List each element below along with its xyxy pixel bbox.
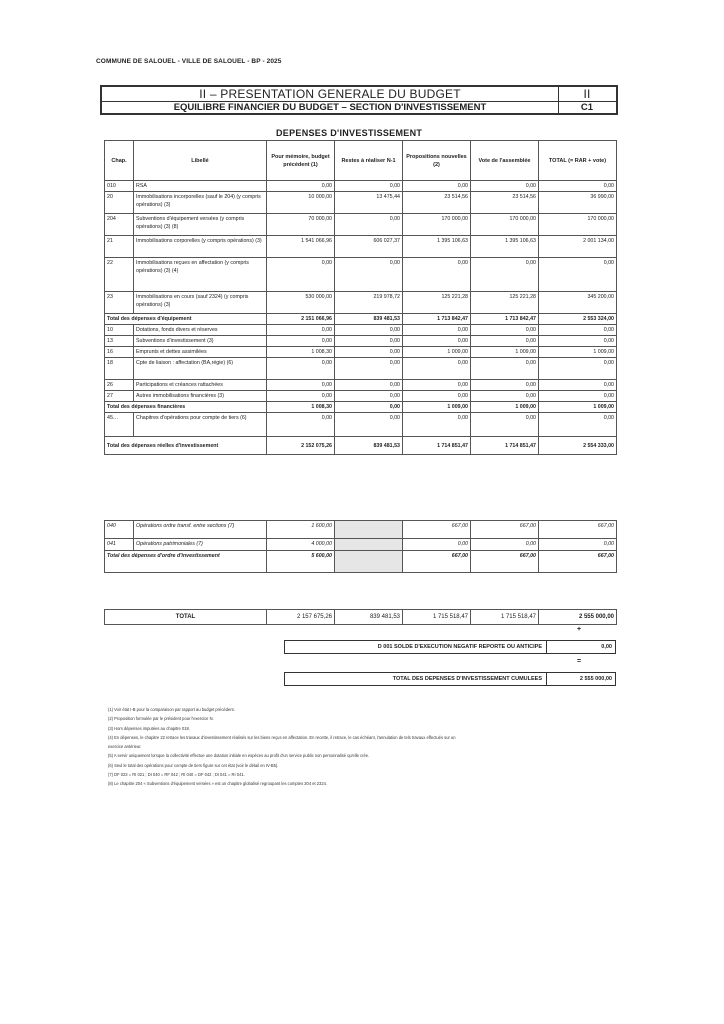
cell-vote: 23 514,56 <box>471 192 539 214</box>
cell-total: 667,00 <box>539 521 617 539</box>
col-header-rar: Restes à réaliser N-1 <box>335 141 403 181</box>
total-label: Total des dépenses d'équipement <box>105 314 267 325</box>
cell-chap: 204 <box>105 214 134 236</box>
grand-total-rar: 839 481,53 <box>335 610 403 625</box>
cell-total: 0,00 <box>539 258 617 292</box>
grand-total-memoire: 2 157 675,26 <box>267 610 335 625</box>
footnote: (2) Proposition formulée par le président pour l'exercice N. <box>108 716 214 722</box>
grand-total-vote: 1 715 518,47 <box>471 610 539 625</box>
cell-libelle: Subventions d'équipement versées (y compris opérations) (3) (8) <box>134 214 267 236</box>
cell-prop: 0,00 <box>403 325 471 336</box>
cell-prop: 1 395 106,63 <box>403 236 471 258</box>
table-row <box>105 391 617 402</box>
cell-prop: 23 514,56 <box>403 192 471 214</box>
cell-vote: 667,00 <box>471 521 539 539</box>
cell-libelle: Immobilisations reçues en affectation (y compris opérations) (3) (4) <box>134 258 267 292</box>
total-vote: 1 713 842,47 <box>471 314 539 325</box>
cell-memoire: 530 000,00 <box>267 292 335 314</box>
table-row <box>105 358 617 380</box>
total-rar: 0,00 <box>335 402 403 413</box>
cell-total: 0,00 <box>539 539 617 551</box>
cell-vote: 0,00 <box>471 391 539 402</box>
total-label: Total des dépenses d'ordre d'investissement <box>105 551 267 573</box>
cell-vote: 1 395 106,63 <box>471 236 539 258</box>
cell-libelle: Immobilisations en cours (sauf 2324) (y compris opérations) (3) <box>134 292 267 314</box>
footnotes <box>108 705 618 789</box>
footnote: (6) Seul le total des opérations pour compte de tiers figure sur cet état (voir le détail en IV-B5). <box>108 762 279 768</box>
cumul-value: 2 555 000,00 <box>579 676 612 682</box>
cell-prop: 0,00 <box>403 380 471 391</box>
grand-total-total: 2 555 000,00 <box>539 610 617 625</box>
cell-rar: 606 027,37 <box>335 236 403 258</box>
plus-sign: + <box>577 626 582 633</box>
table-row <box>105 292 617 314</box>
cell-chap: 18 <box>105 358 134 380</box>
cell-libelle: Participations et créances rattachées <box>134 380 267 391</box>
cell-prop: 170 000,00 <box>403 214 471 236</box>
cell-chap: 16 <box>105 347 134 358</box>
footnote: (5) A servir uniquement lorsque la collectivité effectue une dotation initiale en espèces au profit d'un service public non personnalisé qu'elle crée. <box>108 753 370 759</box>
table-row <box>105 347 617 358</box>
cell-rar: 0,00 <box>335 336 403 347</box>
cell-vote: 0,00 <box>471 181 539 192</box>
total-equipement-row <box>105 314 617 325</box>
cell-rar: 0,00 <box>335 380 403 391</box>
table-row <box>105 325 617 336</box>
grand-total-label: TOTAL <box>105 610 267 625</box>
cell-vote: 0,00 <box>471 325 539 336</box>
page-subtitle: EQUILIBRE FINANCIER DU BUDGET – SECTION D'INVESTISSEMENT <box>102 101 559 114</box>
total-reelles-row <box>105 437 617 455</box>
table-row <box>105 181 617 192</box>
cell-libelle: Cpte de liaison : affectation (BA,régie) (6) <box>134 358 267 380</box>
depenses-table <box>104 140 617 455</box>
cell-vote: 0,00 <box>471 539 539 551</box>
cell-vote: 125 221,28 <box>471 292 539 314</box>
ordre-table <box>104 520 617 573</box>
cell-memoire: 0,00 <box>267 336 335 347</box>
total-label: Total des dépenses financières <box>105 402 267 413</box>
total-total: 1 009,00 <box>539 402 617 413</box>
total-memoire: 5 600,00 <box>267 551 335 573</box>
cell-memoire: 4 000,00 <box>267 539 335 551</box>
cell-prop: 0,00 <box>403 413 471 437</box>
cell-prop: 667,00 <box>403 521 471 539</box>
col-header-propositions: Propositions nouvelles (2) <box>403 141 471 181</box>
cell-memoire: 70 000,00 <box>267 214 335 236</box>
footnote: (4) En dépenses, le chapitre 22 retrace les travaux d'investissement réalisés sur les biens reçus en affectation. En recette, il retrace, le cas échéant, l'annulation de tels travaux effectués sur un <box>108 734 456 740</box>
table-row <box>105 214 617 236</box>
cell-vote: 170 000,00 <box>471 214 539 236</box>
total-prop: 1 009,00 <box>403 402 471 413</box>
cell-total: 36 990,00 <box>539 192 617 214</box>
cell-chap: 27 <box>105 391 134 402</box>
commune-header: COMMUNE DE SALOUEL - VILLE DE SALOUEL - BP - 2025 <box>96 58 282 65</box>
cell-libelle: Subventions d'investissement (3) <box>134 336 267 347</box>
title-row-main <box>102 87 616 102</box>
cell-rar: 0,00 <box>335 413 403 437</box>
cell-rar: 0,00 <box>335 181 403 192</box>
page-title: II – PRESENTATION GENERALE DU BUDGET <box>102 87 559 101</box>
footnote: exercice antérieur. <box>108 744 142 750</box>
cell-memoire: 0,00 <box>267 358 335 380</box>
table-row <box>105 192 617 214</box>
total-total: 667,00 <box>539 551 617 573</box>
total-vote: 667,00 <box>471 551 539 573</box>
cell-chap: 23 <box>105 292 134 314</box>
cell-memoire: 1 008,30 <box>267 347 335 358</box>
cumul-box <box>284 672 616 686</box>
table-row <box>105 521 617 539</box>
cell-prop: 125 221,28 <box>403 292 471 314</box>
grand-total-row <box>105 610 617 625</box>
cell-chap: 22 <box>105 258 134 292</box>
total-memoire: 2 152 075,26 <box>267 437 335 455</box>
cell-libelle: Opérations ordre transf. entre sections (7) <box>134 521 267 539</box>
cell-libelle: RSA <box>134 181 267 192</box>
cell-rar-blank <box>335 521 403 539</box>
footnote: (1) Voir état I-B pour la comparaison par rapport au budget précédent. <box>108 707 235 712</box>
cell-rar: 13 475,44 <box>335 192 403 214</box>
total-rar-blank <box>335 551 403 573</box>
solde-label: D 001 SOLDE D'EXECUTION NEGATIF REPORTE OU ANTICIPE <box>285 641 547 653</box>
cell-memoire: 0,00 <box>267 258 335 292</box>
total-vote: 1 009,00 <box>471 402 539 413</box>
total-vote: 1 714 851,47 <box>471 437 539 455</box>
footnote: (3) Hors dépenses imputées au chapitre 018. <box>108 725 190 731</box>
cell-total: 0,00 <box>539 336 617 347</box>
cell-libelle: Immobilisations corporelles (y compris opérations) (3) <box>134 236 267 258</box>
total-prop: 667,00 <box>403 551 471 573</box>
total-prop: 1 714 851,47 <box>403 437 471 455</box>
cell-total: 0,00 <box>539 358 617 380</box>
col-header-libelle: Libellé <box>134 141 267 181</box>
total-total: 2 554 333,00 <box>539 437 617 455</box>
col-header-vote: Vote de l'assemblée <box>471 141 539 181</box>
table-row <box>105 336 617 347</box>
cell-total: 1 009,00 <box>539 347 617 358</box>
cell-total: 0,00 <box>539 391 617 402</box>
cell-total: 0,00 <box>539 413 617 437</box>
cell-prop: 1 009,00 <box>403 347 471 358</box>
cell-chap: 041 <box>105 539 134 551</box>
total-memoire: 2 151 066,96 <box>267 314 335 325</box>
page-title-code: II <box>583 87 591 101</box>
cell-total: 2 001 134,00 <box>539 236 617 258</box>
cell-memoire: 0,00 <box>267 325 335 336</box>
total-rar: 839 481,53 <box>335 437 403 455</box>
cell-libelle: Immobilisations incorporelles (sauf le 204) (y compris opérations) (3) <box>134 192 267 214</box>
total-ordre-row <box>105 551 617 573</box>
cell-vote: 0,00 <box>471 380 539 391</box>
total-rar: 839 481,53 <box>335 314 403 325</box>
cell-rar: 0,00 <box>335 358 403 380</box>
cell-chap: 010 <box>105 181 134 192</box>
total-label: Total des dépenses réelles d'investissement <box>105 437 267 455</box>
cell-memoire: 10 000,00 <box>267 192 335 214</box>
table-row <box>105 539 617 551</box>
col-header-total: TOTAL (= RAR + vote) <box>539 141 617 181</box>
cell-chap: 13 <box>105 336 134 347</box>
cell-vote: 1 009,00 <box>471 347 539 358</box>
cell-vote: 0,00 <box>471 413 539 437</box>
cell-prop: 0,00 <box>403 181 471 192</box>
title-row-sub <box>102 101 616 114</box>
col-header-memoire: Pour mémoire, budget précédent (1) <box>267 141 335 181</box>
tiers-row <box>105 413 617 437</box>
cell-rar-blank <box>335 539 403 551</box>
table-row <box>105 258 617 292</box>
cell-prop: 0,00 <box>403 258 471 292</box>
footnote: (8) Le chapitre 204 « Subventions d'équipement versées » est un chapitre globalisé regroupant les comptes 204 et 2324. <box>108 781 328 787</box>
cell-memoire: 0,00 <box>267 391 335 402</box>
total-prop: 1 713 842,47 <box>403 314 471 325</box>
page-subtitle-code: C1 <box>580 102 594 113</box>
cell-memoire: 0,00 <box>267 413 335 437</box>
cell-rar: 0,00 <box>335 214 403 236</box>
cell-prop: 0,00 <box>403 358 471 380</box>
cell-total: 0,00 <box>539 380 617 391</box>
cell-libelle: Opérations patrimoniales (7) <box>134 539 267 551</box>
cell-libelle: Chapitres d'opérations pour compte de tiers (6) <box>134 413 267 437</box>
cell-libelle: Dotations, fonds divers et réserves <box>134 325 267 336</box>
cell-chap: 20 <box>105 192 134 214</box>
cell-memoire: 0,00 <box>267 181 335 192</box>
cell-total: 170 000,00 <box>539 214 617 236</box>
section-title: DEPENSES D'INVESTISSEMENT <box>276 128 423 138</box>
cell-prop: 0,00 <box>403 539 471 551</box>
equals-sign: = <box>577 658 582 665</box>
table-row <box>105 236 617 258</box>
footnote: (7) DF 023 = RI 021 ; DI 040 = RF 042 ; RI 040 = DF 042 ; DI 041 = RI 041. <box>108 772 245 778</box>
cell-rar: 0,00 <box>335 258 403 292</box>
cell-chap: 45… <box>105 413 134 437</box>
grand-total-table <box>104 609 617 625</box>
table-header-row <box>105 141 617 181</box>
cell-vote: 0,00 <box>471 258 539 292</box>
total-total: 2 553 324,00 <box>539 314 617 325</box>
cell-total: 0,00 <box>539 181 617 192</box>
cell-memoire: 1 600,00 <box>267 521 335 539</box>
cell-chap: 10 <box>105 325 134 336</box>
cell-memoire: 0,00 <box>267 380 335 391</box>
solde-value: 0,00 <box>601 644 612 650</box>
total-financieres-row <box>105 402 617 413</box>
table-row <box>105 380 617 391</box>
cumul-label: TOTAL DES DEPENSES D'INVESTISSEMENT CUMULEES <box>285 673 547 685</box>
cell-rar: 0,00 <box>335 347 403 358</box>
solde-box <box>284 640 616 654</box>
cell-rar: 0,00 <box>335 325 403 336</box>
cell-chap: 26 <box>105 380 134 391</box>
cell-prop: 0,00 <box>403 391 471 402</box>
cell-libelle: Autres immobilisations financières (3) <box>134 391 267 402</box>
cell-vote: 0,00 <box>471 358 539 380</box>
title-box <box>100 85 618 115</box>
total-memoire: 1 008,30 <box>267 402 335 413</box>
cell-chap: 040 <box>105 521 134 539</box>
col-header-chap: Chap. <box>105 141 134 181</box>
cell-chap: 21 <box>105 236 134 258</box>
cell-total: 345 200,00 <box>539 292 617 314</box>
cell-libelle: Emprunts et dettes assimilées <box>134 347 267 358</box>
grand-total-prop: 1 715 518,47 <box>403 610 471 625</box>
cell-total: 0,00 <box>539 325 617 336</box>
cell-memoire: 1 541 066,96 <box>267 236 335 258</box>
cell-vote: 0,00 <box>471 336 539 347</box>
cell-rar: 219 978,72 <box>335 292 403 314</box>
cell-rar: 0,00 <box>335 391 403 402</box>
cell-prop: 0,00 <box>403 336 471 347</box>
